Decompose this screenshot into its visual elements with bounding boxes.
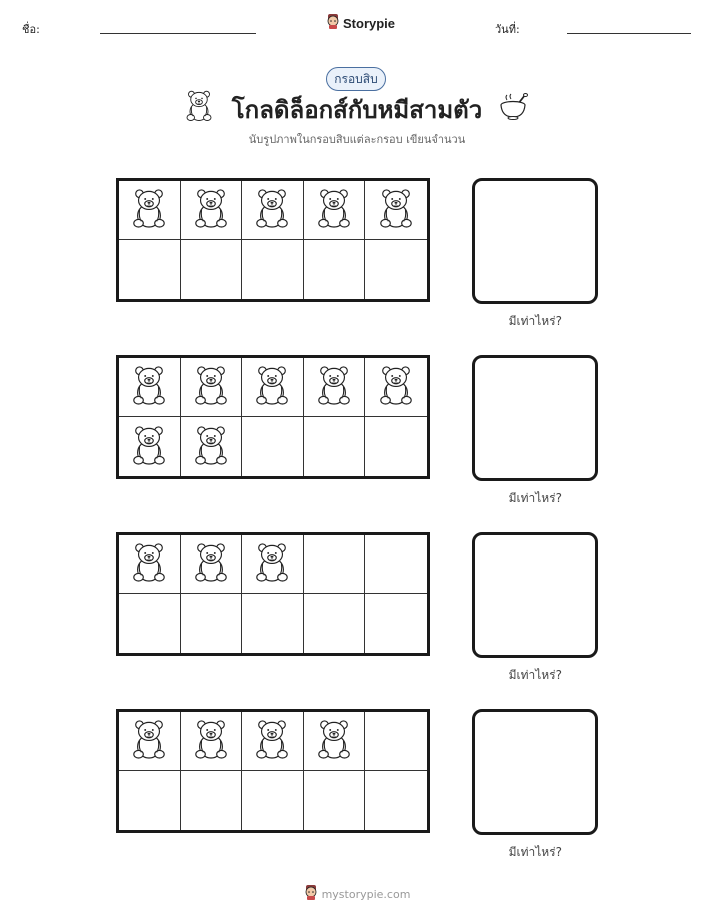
frame-cell xyxy=(242,358,304,417)
frame-cell xyxy=(242,535,304,594)
footer-url[interactable]: mystorypie.com xyxy=(321,887,411,901)
storypie-logo-icon xyxy=(326,13,340,33)
frame-cell xyxy=(365,771,427,830)
bear-icon xyxy=(192,424,230,470)
frame-cell xyxy=(304,181,366,240)
frame-cell xyxy=(365,181,427,240)
frame-cell xyxy=(304,771,366,830)
how-many-label-4: มีเท่าไหร่? xyxy=(508,845,562,859)
bear-icon xyxy=(192,541,230,587)
bear-icon xyxy=(192,187,230,233)
ten-frame-2 xyxy=(116,355,430,479)
frame-cell xyxy=(365,358,427,417)
storypie-logo-icon xyxy=(304,884,318,904)
frame-cell xyxy=(119,771,181,830)
answer-box-4[interactable] xyxy=(472,709,598,835)
bear-icon xyxy=(253,364,291,410)
answer-box-3[interactable] xyxy=(472,532,598,658)
how-many-label-3: มีเท่าไหร่? xyxy=(508,668,562,682)
frame-cell xyxy=(304,358,366,417)
frame-cell xyxy=(365,417,427,476)
bear-icon xyxy=(192,364,230,410)
bear-icon xyxy=(192,718,230,764)
instructions: นับรูปภาพในกรอบสิบแต่ละกรอบ เขียนจำนวน xyxy=(248,133,466,146)
frame-cell xyxy=(304,417,366,476)
bear-icon xyxy=(315,364,353,410)
frame-cell xyxy=(304,240,366,299)
bear-icon xyxy=(130,541,168,587)
frame-cell xyxy=(181,594,243,653)
frame-cell xyxy=(181,417,243,476)
frame-cell xyxy=(181,712,243,771)
how-many-label-1: มีเท่าไหร่? xyxy=(508,314,562,328)
frame-cell xyxy=(119,181,181,240)
frame-cell xyxy=(242,594,304,653)
page-title: โกลดิล็อกส์กับหมีสามตัว xyxy=(231,96,483,124)
frame-cell xyxy=(242,240,304,299)
ten-frame-4 xyxy=(116,709,430,833)
bear-icon xyxy=(130,718,168,764)
frame-cell xyxy=(119,358,181,417)
frame-cell xyxy=(304,712,366,771)
name-label: ชื่อ: xyxy=(22,23,40,36)
frame-cell xyxy=(242,771,304,830)
frame-cell xyxy=(365,240,427,299)
frame-cell xyxy=(181,181,243,240)
frame-cell xyxy=(304,594,366,653)
brand-name: Storypie xyxy=(343,15,396,31)
frame-cell xyxy=(119,712,181,771)
frame-cell xyxy=(304,535,366,594)
bear-icon xyxy=(130,364,168,410)
frame-cell xyxy=(242,417,304,476)
bear-icon xyxy=(315,718,353,764)
name-write-line[interactable] xyxy=(100,33,256,34)
ten-frame-3 xyxy=(116,532,430,656)
brand xyxy=(326,13,395,33)
bear-icon xyxy=(315,187,353,233)
date-write-line[interactable] xyxy=(567,33,691,34)
ten-frame-1 xyxy=(116,178,430,302)
frame-cell xyxy=(242,181,304,240)
frame-cell xyxy=(119,417,181,476)
frame-cell xyxy=(119,535,181,594)
bear-icon xyxy=(377,187,415,233)
frame-cell xyxy=(242,712,304,771)
frame-cell xyxy=(181,771,243,830)
frame-cell xyxy=(365,594,427,653)
porridge-bowl-icon xyxy=(498,92,528,126)
frame-cell xyxy=(181,535,243,594)
frame-cell xyxy=(365,712,427,771)
bear-icon xyxy=(253,541,291,587)
date-label: วันที่: xyxy=(495,23,520,36)
frame-cell xyxy=(119,594,181,653)
bear-icon xyxy=(377,364,415,410)
answer-box-1[interactable] xyxy=(472,178,598,304)
bear-icon xyxy=(130,187,168,233)
answer-box-2[interactable] xyxy=(472,355,598,481)
footer xyxy=(0,884,714,904)
bear-icon xyxy=(130,424,168,470)
bear-icon xyxy=(253,718,291,764)
frame-cell xyxy=(119,240,181,299)
frame-cell xyxy=(365,535,427,594)
how-many-label-2: มีเท่าไหร่? xyxy=(508,491,562,505)
frame-cell xyxy=(181,358,243,417)
frame-cell xyxy=(181,240,243,299)
topic-badge: กรอบสิบ xyxy=(326,67,386,91)
bear-icon xyxy=(253,187,291,233)
